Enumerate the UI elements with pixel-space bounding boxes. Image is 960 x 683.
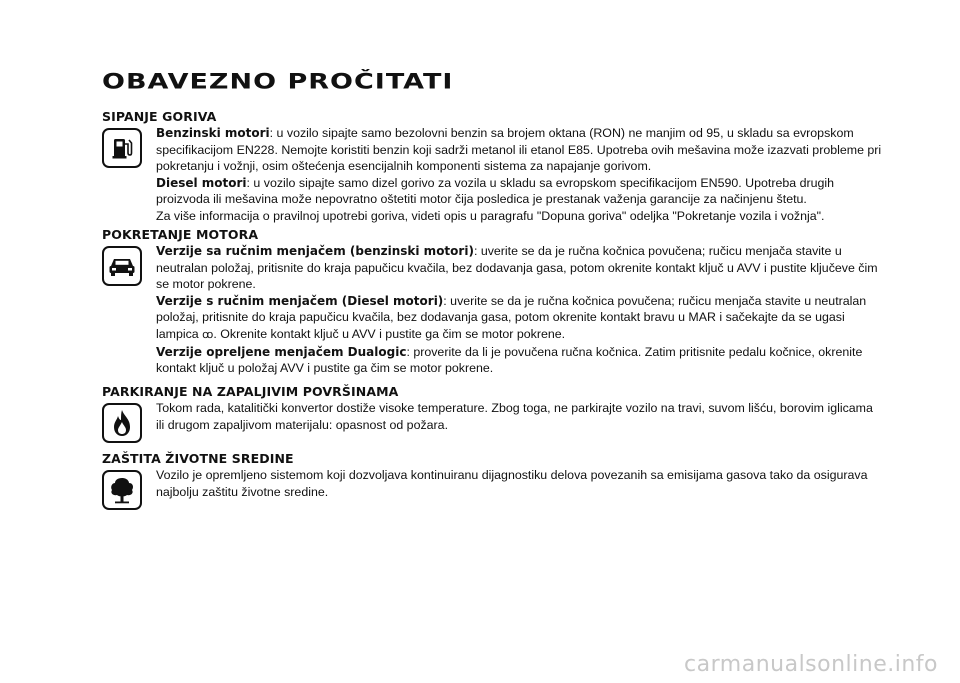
paragraph xyxy=(156,467,884,500)
section-engine-start xyxy=(102,227,892,377)
paragraph-text: Za više informacija o pravilnoj upotrebi goriva, videti opis u paragrafu "Dopuna goriva" odeljka "Pokretanje vozila i vožnja". xyxy=(156,208,825,223)
section-heading: PARKIRANJE NA ZAPALJIVIM POVRŠINAMA xyxy=(102,384,399,399)
page-title: OBAVEZNO PROČITATI xyxy=(102,70,454,95)
bold-lead: Verzije opreljene menjačem Dualogic xyxy=(156,344,407,359)
bold-lead: Diesel motori xyxy=(156,175,247,190)
paragraph xyxy=(156,125,884,175)
paragraph xyxy=(156,175,884,208)
fire-icon xyxy=(102,403,142,443)
paragraph xyxy=(156,208,884,225)
bold-lead: Benzinski motori xyxy=(156,126,270,140)
paragraph-text: Vozilo je opremljeno sistemom koji dozvoljava kontinuiranu dijagnostiku delova povezanih sa emisijama gasova tako da osigurava najbolju zaštitu životne sredine. xyxy=(156,468,868,499)
section-text xyxy=(156,243,884,377)
section-heading: SIPANJE GORIVA xyxy=(102,109,217,124)
paragraph-text: : uverite se da je ručna kočnica povučena; ručicu menjača stavite u neutralan položaj, pritisnite do kraja papučicu kvačila, bez dodavanja gasa, potom okrenite kontakt bravu u MAR i sačekajte da se ugasi lampica xyxy=(156,293,867,341)
section-text xyxy=(156,125,884,225)
bold-lead: Verzije s ručnim menjačem (Diesel motori) xyxy=(156,293,444,308)
glow-plug-lamp-icon: ꝏ xyxy=(202,328,214,341)
section-parking xyxy=(102,384,892,443)
watermark: carmanualsonline.info xyxy=(684,652,938,677)
paragraph xyxy=(156,243,884,293)
section-heading: POKRETANJE MOTORA xyxy=(102,227,259,242)
paragraph-text: : uverite se da je ručna kočnica povučena; ručicu menjača stavite u neutralan položaj, pritisnite do kraja papučicu kvačila, bez dodavanja gasa, potom okrenite kontakt ključ u AVV i pustite ključeve čim se motor pokrene. xyxy=(156,244,878,292)
paragraph-text: : proverite da li je povučena ručna kočnica. Zatim pritisnite pedalu kočnice, okrenite kontakt ključ u položaj AVV i pustite ga čim se motor pokrene. xyxy=(156,344,863,376)
section-fuel xyxy=(102,109,892,225)
section-text xyxy=(156,400,884,433)
paragraph-text: . Okrenite kontakt ključ u AVV i pustite ga čim se motor pokrene. xyxy=(213,326,566,341)
paragraph xyxy=(156,344,884,377)
paragraph xyxy=(156,400,884,433)
paragraph-text: : u vozilo sipajte samo dizel gorivo za vozila u skladu sa evropskom specifikacijom EN590. Upotreba drugih proizvoda ili mešavina može nepovratno oštetiti motor čija posledica je prestanak važenja garancije za načinjenu štetu. xyxy=(156,175,835,207)
fuel-pump-icon xyxy=(102,128,142,168)
section-text xyxy=(156,467,884,500)
car-icon xyxy=(102,246,142,286)
section-environment xyxy=(102,451,892,510)
section-heading: ZAŠTITA ŽIVOTNE SREDINE xyxy=(102,451,294,466)
paragraph-text: : u vozilo sipajte samo bezolovni benzin sa brojem oktana (RON) ne manjim od 95, u skladu sa evropskom specifikacijom EN228. Nemojte koristiti benzin koji sadrži metanol ili etanol E85. Upotreba ovih mešavina može izazvati probleme pri pokretanju i vožnji, osim oštećenja esencijalnih komponenti sistema za napajanje gorivom. xyxy=(156,126,882,174)
paragraph xyxy=(156,293,884,344)
bold-lead: Verzije sa ručnim menjačem (benzinski motori) xyxy=(156,244,474,258)
paragraph-text: Tokom rada, katalitički konvertor dostiže visoke temperature. Zbog toga, ne parkirajte vozilo na travi, suvom lišću, borovim iglicama ili drugom zapaljivom materijalu: opasnost od požara. xyxy=(156,401,873,432)
tree-icon xyxy=(102,470,142,510)
